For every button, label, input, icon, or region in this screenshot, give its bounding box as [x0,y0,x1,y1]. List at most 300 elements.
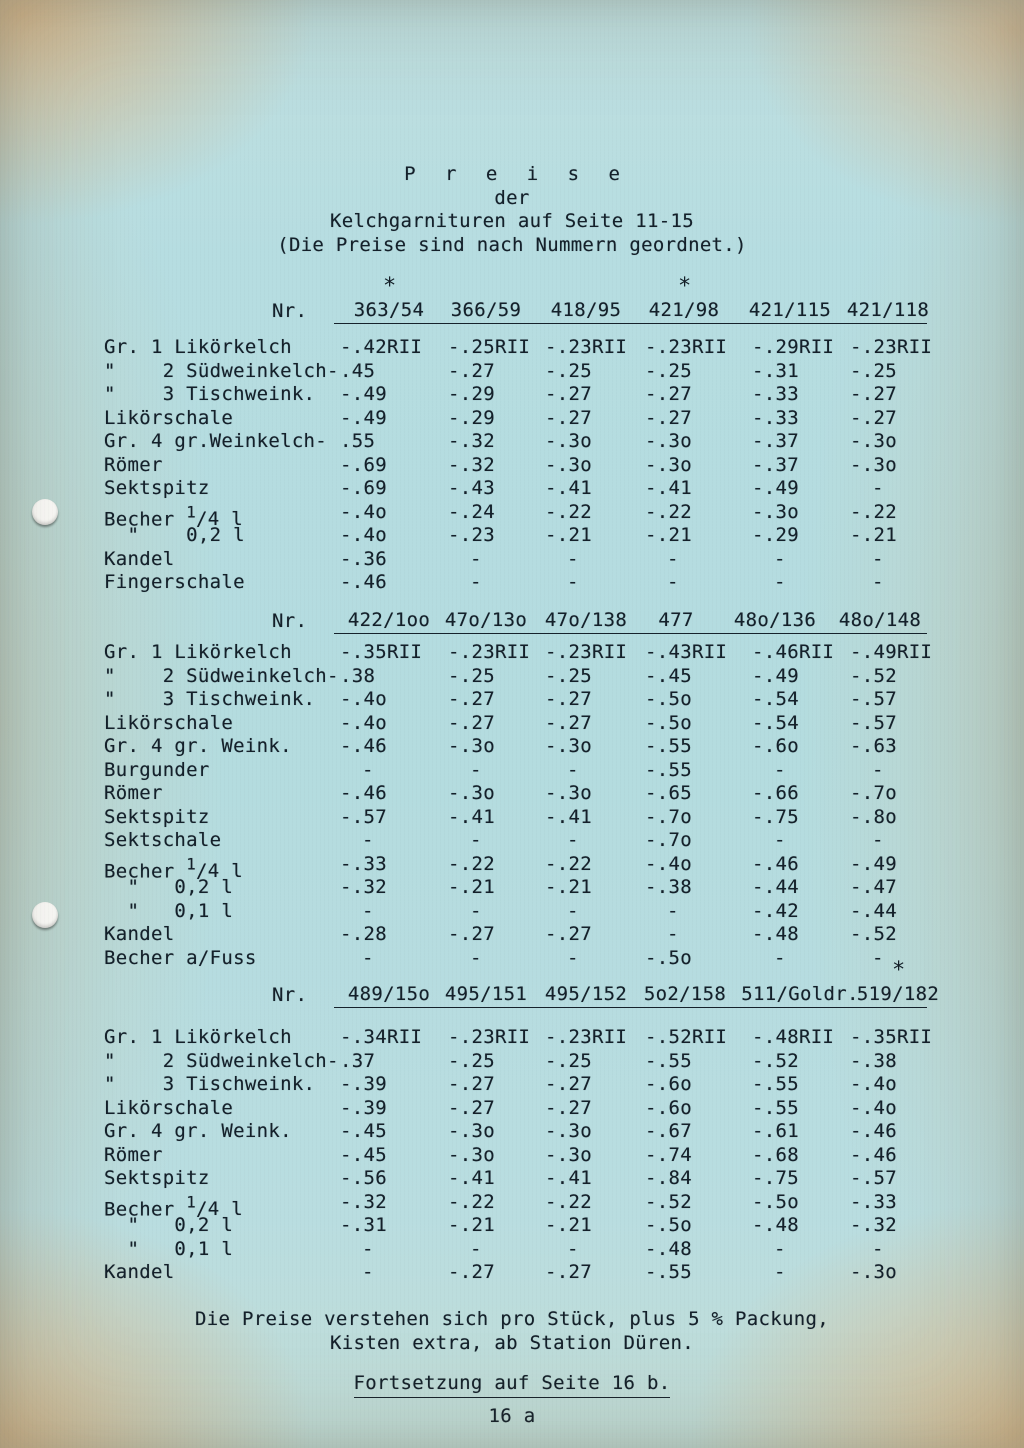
price-cell: -.55 [645,1261,692,1283]
price-cell: -.27 [448,1096,495,1119]
price-cell: -.3o [545,782,592,804]
price-cell: -.21 [850,524,897,546]
price-cell-empty: - [872,1237,884,1260]
row-label-article-type: Römer [104,1143,163,1166]
row-label-article-type: Sektspitz [104,805,210,828]
price-cell: -.57 [850,688,897,710]
price-cell: -.54 [752,688,799,710]
price-cell: -.21 [645,524,692,546]
row-label-article-type: Becher $^1$/4 l [104,502,243,530]
price-cell-empty: - [774,1237,786,1260]
price-cell: -.38 [645,876,692,898]
price-cell: -.74 [645,1143,692,1166]
price-cell: -.27 [448,1073,495,1095]
row-label-article-type: Burgunder [104,758,210,781]
price-cell: -.57 [850,1167,897,1189]
price-cell-empty: - [470,571,482,593]
asterisk-icon: * [678,274,692,299]
price-cell-empty: - [774,547,786,570]
column-header-article-number[interactable]: 495/152 [544,983,628,1005]
price-cell: -.46 [850,1120,897,1142]
price-cell-empty: - [470,946,482,969]
price-cell: -.48 [752,923,799,945]
price-cell: -.3o [850,453,897,476]
price-cell: -.45 [340,1143,387,1166]
price-cell: -.5o [645,946,692,969]
price-cell: -.37 [752,453,799,476]
asterisk-icon: * [892,958,906,983]
price-cell: -.49 [340,406,387,429]
price-cell: -.23RII [545,1026,628,1048]
table-row [0,477,1024,501]
row-label-article-type: Sektspitz [104,477,210,499]
price-cell: -.41 [545,1167,592,1189]
row-label-article-type: Römer [104,782,163,804]
price-cell: -.5o [645,711,692,734]
price-cell-empty: - [470,829,482,851]
row-label-article-type: " 2 Südweinkelch- [104,359,339,382]
row-label-article-type: " 0,1 l [104,1237,234,1260]
price-cell-empty: - [567,829,579,851]
column-header-line [0,298,1024,328]
price-cell: .37 [340,1049,376,1072]
price-cell: -.52RII [645,1026,728,1048]
price-cell: -.66 [752,782,799,804]
price-cell-empty: - [470,547,482,570]
price-cell: -.48 [752,1214,799,1236]
price-cell: -.8o [850,805,897,828]
price-cell: -.5o [752,1190,799,1213]
price-cell: -.22 [448,1190,495,1213]
table-row [0,1097,1024,1121]
price-cell: -.28 [340,923,387,945]
price-table-header-1 [0,274,1024,332]
column-header-article-number[interactable]: 511/Goldr. [741,983,859,1005]
price-table-header-2 [0,588,1024,642]
price-cell: -.46 [752,852,799,875]
title-subline-der: der [494,186,530,209]
price-cell-empty: - [872,829,884,851]
price-cell: -.27 [545,406,592,429]
price-cell: -.6o [752,735,799,757]
price-cell: -.55 [645,1049,692,1072]
table-row [0,1050,1024,1074]
price-table-body-2 [0,641,1024,970]
price-cell: -.23RII [448,641,531,663]
price-cell: -.29RII [752,336,835,358]
price-cell: -.29 [448,406,495,429]
row-label-article-type: Likörschale [104,1096,234,1119]
price-cell-empty: - [470,899,482,922]
price-cell: -.23RII [545,641,628,663]
table-row [0,524,1024,548]
price-cell: -.41 [545,805,592,828]
continuation-block [0,1372,1024,1398]
price-cell: -.54 [752,711,799,734]
price-cell: -.46 [340,571,387,593]
row-label-article-type: Gr. 1 Likörkelch [104,641,292,663]
price-cell: -.22 [448,852,495,875]
column-header-article-number[interactable]: 421/98 [648,299,720,321]
table-row [0,1026,1024,1050]
price-cell: -.27 [545,688,592,710]
price-cell: -.43RII [645,641,728,663]
price-cell: -.75 [752,805,799,828]
row-label-article-type: " 3 Tischweink. [104,383,316,405]
table-row [0,1190,1024,1220]
price-cell: -.21 [448,876,495,898]
row-label-article-type: Likörschale [104,711,234,734]
price-cell-empty: - [872,547,884,570]
price-cell: -.57 [340,805,387,828]
column-header-article-number[interactable]: 495/151 [444,983,528,1005]
price-cell: -.27 [448,1261,495,1283]
column-header-article-number[interactable]: 519/182 [856,983,940,1005]
price-cell: -.84 [645,1167,692,1189]
price-cell: -.55 [645,758,692,781]
price-cell: -.22 [545,1190,592,1213]
price-cell: -.67 [645,1120,692,1142]
row-label-article-type: Becher $^1$/4 l [104,854,243,882]
document-title-block [0,163,1024,257]
price-cell: -.31 [340,1214,387,1236]
table-row [0,641,1024,665]
price-cell: -.35RII [340,641,423,663]
table-row [0,1073,1024,1097]
header-asterisk-row [0,274,1024,300]
column-header-article-number[interactable]: 48o/148 [838,609,922,631]
column-header-article-number[interactable]: 363/54 [353,299,425,321]
column-header-article-number[interactable]: 48o/136 [733,609,817,631]
price-cell-empty: - [872,571,884,593]
price-cell: -.52 [850,923,897,945]
price-cell: -.23RII [448,1026,531,1048]
price-cell: -.48RII [752,1026,835,1048]
price-cell: -.5o [645,1214,692,1236]
price-cell: -.27 [545,1261,592,1283]
price-cell: -.46 [340,735,387,757]
punch-hole-bottom [32,902,58,928]
price-cell: -.52 [850,664,897,687]
price-cell: -.46 [340,782,387,804]
price-cell: -.42RII [340,336,423,358]
asterisk-icon: * [383,274,397,299]
price-cell: -.21 [448,1214,495,1236]
price-cell: -.43 [448,477,495,499]
price-cell: -.56 [340,1167,387,1189]
price-table-header-3 [0,958,1024,1016]
column-header-article-number[interactable]: 47o/138 [544,609,628,631]
price-cell: -.7o [645,829,692,851]
price-cell-empty: - [470,758,482,781]
price-cell: -.33 [752,406,799,429]
price-cell: -.42 [752,899,799,922]
continuation-link[interactable]: Fortsetzung auf Seite 16 b. [354,1372,671,1398]
price-cell: -.4o [340,524,387,546]
price-cell: -.52 [645,1190,692,1213]
table-row [0,407,1024,431]
nr-label: Nr. [272,610,308,632]
row-label-article-type: Kandel [104,923,175,945]
price-cell-empty: - [362,1237,374,1260]
price-table-body-3 [0,1026,1024,1285]
price-cell: -.33 [850,1190,897,1213]
footer-note-line1: Die Preise verstehen sich pro Stück, plus 5 % Packung, [195,1308,829,1330]
column-header-article-number[interactable]: 418/95 [550,299,622,321]
column-header-article-number[interactable]: 421/118 [846,299,930,321]
price-cell: -.46RII [752,641,835,663]
row-label-article-type: Becher a/Fuss [104,946,257,969]
row-label-article-type: Sektschale [104,829,222,851]
price-cell-empty: - [774,571,786,593]
price-cell-empty: - [362,829,374,851]
price-cell-empty: - [872,758,884,781]
price-cell: -.3o [545,1120,592,1142]
price-cell-empty: - [567,547,579,570]
price-cell: -.35RII [850,1026,933,1048]
price-cell: -.41 [448,805,495,828]
row-label-article-type: Becher $^1$/4 l [104,1192,243,1220]
price-cell: -.27 [545,1096,592,1119]
price-cell: -.4o [340,711,387,734]
price-cell: -.23RII [645,336,728,358]
price-cell: -.27 [645,383,692,405]
price-cell: -.55 [645,735,692,757]
price-cell: -.4o [340,500,387,523]
table-row [0,782,1024,806]
price-cell: -.25 [545,664,592,687]
column-header-article-number[interactable]: 489/15o [347,983,431,1005]
price-cell: -.6o [645,1096,692,1119]
price-cell: -.49 [752,477,799,499]
price-cell: -.52 [752,1049,799,1072]
price-cell: -.27 [448,923,495,945]
page-number: 16 a [488,1405,536,1427]
price-cell: -.68 [752,1143,799,1166]
price-cell: -.32 [340,1190,387,1213]
row-label-article-type: Kandel [104,547,175,570]
table-row [0,1214,1024,1238]
price-cell: -.27 [448,711,495,734]
price-cell-empty: - [567,758,579,781]
price-cell: -.45 [645,664,692,687]
row-label-article-type: " 2 Südweinkelch- [104,664,339,687]
price-cell: -.6o [645,1073,692,1095]
row-label-article-type: " 0,2 l [104,524,245,546]
price-cell: -.69 [340,453,387,476]
price-cell: -.3o [752,500,799,523]
price-cell: -.33 [340,852,387,875]
price-cell: -.3o [645,430,692,452]
table-row [0,336,1024,360]
table-row [0,1261,1024,1285]
price-cell: -.3o [545,1143,592,1166]
price-cell: -.49 [850,852,897,875]
row-label-article-type: Gr. 4 gr.Weinkelch- [104,430,328,452]
price-cell-empty: - [774,829,786,851]
price-cell: -.27 [448,688,495,710]
price-cell: -.29 [448,383,495,405]
column-header-article-number[interactable]: 366/59 [450,299,522,321]
price-cell: -.4o [340,688,387,710]
nr-label: Nr. [272,300,308,322]
price-cell: -.27 [545,1073,592,1095]
price-cell: -.48 [645,1237,692,1260]
column-header-article-number[interactable]: 421/115 [748,299,832,321]
price-cell: -.38 [850,1049,897,1072]
price-cell: -.3o [448,1143,495,1166]
table-row [0,735,1024,759]
price-cell: -.32 [850,1214,897,1236]
price-cell-empty: - [667,547,679,570]
price-cell: -.24 [448,500,495,523]
footer-note-line2: Kisten extra, ab Station Düren. [330,1331,694,1354]
column-header-article-number[interactable]: 422/1oo [347,609,431,631]
price-cell: -.33 [752,383,799,405]
row-label-article-type: Gr. 4 gr. Weink. [104,735,292,757]
price-cell-empty: - [872,477,884,499]
price-cell-empty: - [667,899,679,922]
row-label-article-type: Gr. 4 gr. Weink. [104,1120,292,1142]
header-asterisk-row [0,588,1024,610]
price-cell: -.25 [448,664,495,687]
table-row [0,454,1024,478]
punch-hole-top [32,499,58,525]
price-cell: -.22 [645,500,692,523]
row-label-article-type: " 2 Südweinkelch- [104,1049,339,1072]
row-label-article-type: Likörschale [104,406,234,429]
price-table-body-1 [0,336,1024,595]
price-cell-empty: - [567,1237,579,1260]
table-row [0,1144,1024,1168]
header-asterisk-row [0,958,1024,984]
price-cell: -.5o [645,688,692,710]
price-cell: -.57 [850,711,897,734]
table-row [0,852,1024,882]
price-cell: -.37 [752,430,799,452]
column-header-line [0,982,1024,1012]
price-cell: -.49 [752,664,799,687]
price-cell: -.49 [340,383,387,405]
table-row [0,759,1024,783]
price-cell: -.27 [448,359,495,382]
price-cell: -.25 [645,359,692,382]
price-cell: -.63 [850,735,897,757]
price-cell-empty: - [567,571,579,593]
price-cell: -.7o [645,805,692,828]
table-row [0,829,1024,853]
row-label-article-type: " 0,2 l [104,1214,234,1236]
price-cell: -.21 [545,524,592,546]
price-cell: -.29 [752,524,799,546]
price-cell: -.27 [850,383,897,405]
price-cell: -.27 [545,923,592,945]
price-cell: -.3o [645,453,692,476]
price-cell: -.31 [752,359,799,382]
price-cell: -.44 [752,876,799,898]
table-row [0,665,1024,689]
price-cell-empty: - [567,899,579,922]
price-cell: -.4o [850,1073,897,1095]
row-label-article-type: " 0,2 l [104,876,234,898]
title-subject-line: Kelchgarnituren auf Seite 11-15 [330,210,694,232]
price-cell: -.32 [448,430,495,452]
price-cell: .38 [340,664,376,687]
price-cell: .45 [340,359,376,382]
price-cell: -.23RII [850,336,933,358]
row-label-article-type: Römer [104,453,163,476]
page-title: P r e i s e [404,163,629,185]
price-cell: -.25 [448,1049,495,1072]
price-cell: -.39 [340,1073,387,1095]
column-header-article-number[interactable]: 477 [658,609,694,631]
price-cell: -.21 [545,1214,592,1236]
price-cell: -.3o [545,735,592,757]
price-cell: -.3o [448,735,495,757]
price-cell: -.41 [448,1167,495,1189]
price-cell: -.55 [752,1096,799,1119]
price-cell: -.3o [850,1261,897,1283]
price-cell: -.4o [850,1096,897,1119]
price-cell: -.36 [340,547,387,570]
price-cell: -.3o [545,453,592,476]
table-row [0,383,1024,407]
price-cell: -.61 [752,1120,799,1142]
price-cell: .55 [340,430,376,452]
column-header-article-number[interactable]: 5o2/158 [643,983,727,1005]
price-cell-empty: - [362,946,374,969]
price-cell: -.3o [850,430,897,452]
price-cell: -.25 [545,1049,592,1072]
price-cell: -.49RII [850,641,933,663]
table-row [0,1120,1024,1144]
price-cell-empty: - [470,1237,482,1260]
price-cell-empty: - [362,1261,374,1283]
price-cell: -.27 [545,383,592,405]
price-cell: -.47 [850,876,897,898]
price-cell: -.32 [448,453,495,476]
row-label-article-type: " 3 Tischweink. [104,688,316,710]
price-cell: -.25RII [448,336,531,358]
price-cell: -.22 [545,852,592,875]
price-cell-empty: - [774,758,786,781]
price-cell: -.22 [545,500,592,523]
table-row [0,1238,1024,1262]
table-row [0,1167,1024,1191]
price-cell: -.45 [340,1120,387,1142]
price-cell: -.3o [448,1120,495,1142]
price-cell: -.44 [850,899,897,922]
table-row [0,900,1024,924]
table-row [0,688,1024,712]
price-cell: -.34RII [340,1026,423,1048]
table-row [0,500,1024,530]
price-cell: -.25 [850,359,897,382]
row-label-article-type: Gr. 1 Likörkelch [104,336,292,358]
row-label-article-type: Fingerschale [104,571,245,593]
price-cell: -.27 [850,406,897,429]
title-note-line: (Die Preise sind nach Nummern geordnet.) [277,233,747,256]
price-cell-empty: - [667,923,679,945]
price-cell-empty: - [667,571,679,593]
table-row [0,360,1024,384]
price-cell: -.7o [850,782,897,804]
column-header-article-number[interactable]: 47o/13o [444,609,528,631]
row-label-article-type: " 0,1 l [104,899,234,922]
price-cell: -.3o [448,782,495,804]
price-cell: -.69 [340,477,387,499]
price-cell-empty: - [567,946,579,969]
